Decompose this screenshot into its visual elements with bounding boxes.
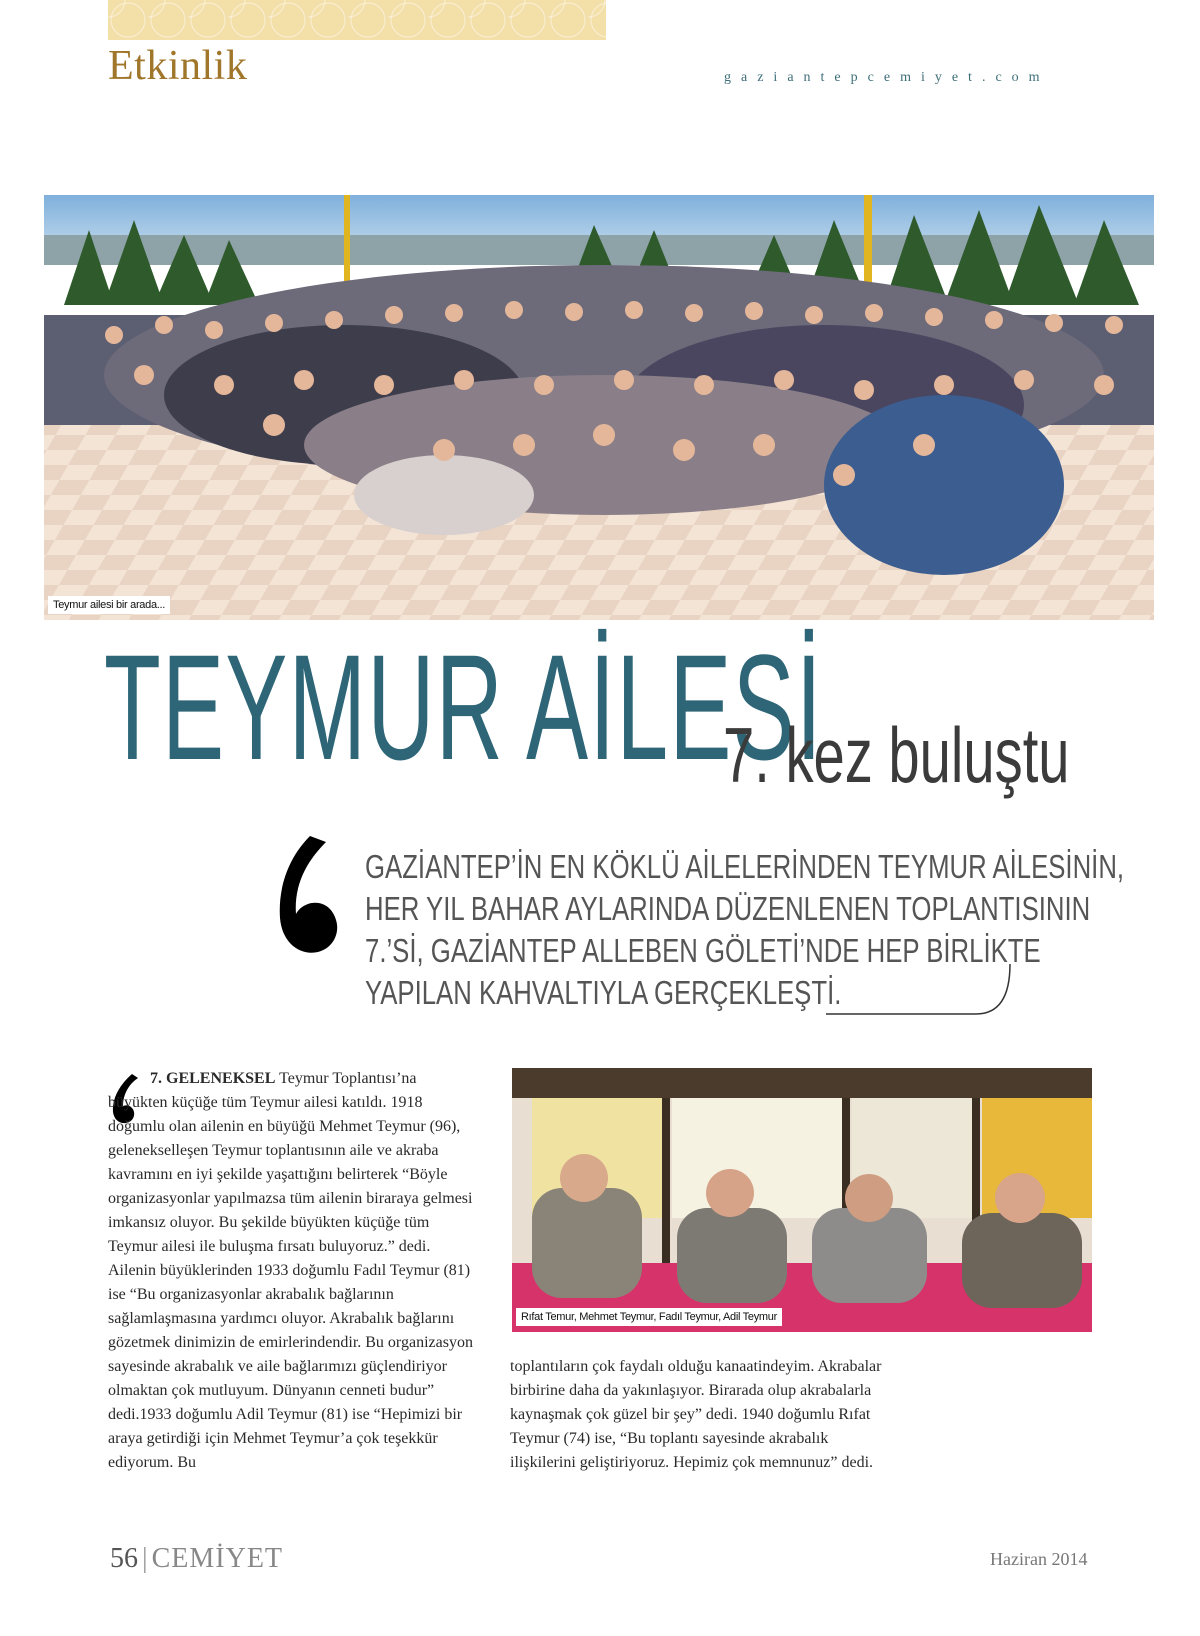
- lead-line: GAZİANTEP’İN EN KÖKLÜ AİLELERİNDEN TEYMUR AİLESİNİN,: [365, 848, 1125, 885]
- body-column-2-text: toplantıların çok faydalı olduğu kanaatindeyim. Akrabalar birbirine daha da yakınlaşıyor. Birarada olup akrabalarla kaynaşmak çok güzel bir şey” dedi. 1940 doğumlu Rıfat Teymur (74) ise, “Bu toplantı sayesinde akrabalık ilişkilerini geliştiriyoruz. Hepimiz çok memnunuz” dedi.: [510, 1358, 882, 1471]
- header-pattern-strip: [108, 0, 606, 40]
- issue-date: Haziran 2014: [990, 1549, 1088, 1569]
- group-photo-caption: Teymur ailesi bir arada...: [48, 596, 170, 614]
- headline-sub: 7. kez buluştu: [723, 711, 1070, 799]
- elders-photo: [512, 1068, 1092, 1332]
- group-photo: [44, 195, 1154, 620]
- body-column-1: [108, 1067, 480, 1475]
- lead-line: HER YIL BAHAR AYLARINDA DÜZENLENEN TOPLANTISININ: [365, 890, 1091, 927]
- lead-line: 7.’Sİ, GAZİANTEP ALLEBEN GÖLETİ’NDE HEP BİRLİKTE: [365, 932, 1041, 969]
- open-quote-icon: [270, 828, 340, 958]
- page-number: 56: [110, 1543, 138, 1574]
- site-url: gaziantepcemiyet.com: [724, 70, 1050, 85]
- footer-divider: |: [142, 1543, 148, 1574]
- lead-underline-rule: [826, 964, 1014, 1018]
- elders-photo-caption: Rıfat Temur, Mehmet Teymur, Fadıl Teymur, Adil Teymur: [516, 1308, 782, 1326]
- headline-main: TEYMUR AİLESİ: [104, 623, 823, 791]
- lead-line: YAPILAN KAHVALTIYLA GERÇEKLEŞTİ.: [365, 974, 842, 1011]
- section-label: Etkinlik: [108, 43, 248, 89]
- body-column-2: [510, 1355, 882, 1475]
- body-lead-in: 7. GELENEKSEL: [150, 1070, 276, 1087]
- elders-photo-illustration: [512, 1068, 1092, 1332]
- magazine-name: CEMİYET: [151, 1543, 284, 1574]
- body-column-1-text: Teymur Toplantısı’na büyükten küçüğe tüm Teymur ailesi katıldı. 1918 doğumlu olan ailenin en büyüğü Mehmet Teymur (96), gelenekselleşen Teymur toplantısının aile ve akraba kavramını en iyi şekilde yaşattığını belirterek “Böyle organizasyonlar yapılmazsa tüm ailenin biraraya gelmesi imkansız oluyor. Bu şekilde büyükten küçüğe tüm Teymur ailesi ile buluşma fırsatı buluyoruz.” dedi. Ailenin büyüklerinden 1933 doğumlu Fadıl Teymur (81) ise “Bu organizasyonlar akrabalık bağlarının sağlamlaşmasına yardımcı oluyor. Akrabalık bağlarını gözetmek dinimizin de emirlerindendir. Bu organizasyon sayesinde akrabalık ve aile bağlarımızı güçlendiriyor olmaktan çok mutluyum. Dünyanın cenneti budur” dedi.1933 doğumlu Adil Teymur (81) ise “Hepimizi bir araya getirdiği için Mehmet Teymur’a çok teşekkür ediyorum. Bu: [108, 1070, 473, 1471]
- group-photo-illustration: [44, 195, 1154, 620]
- footer-page-info: [110, 1543, 283, 1575]
